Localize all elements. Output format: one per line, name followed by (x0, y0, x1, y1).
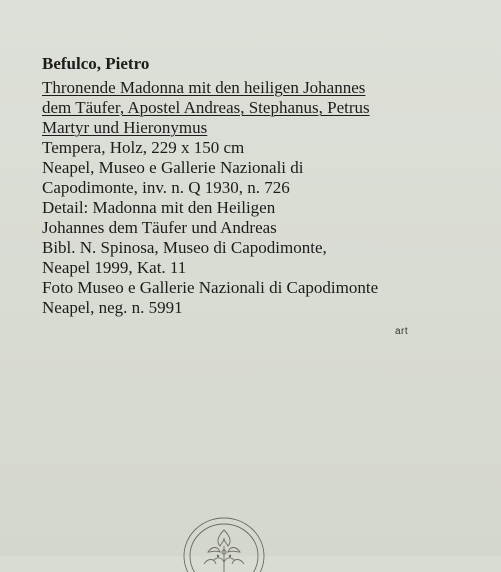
artwork-title-line: dem Täufer, Apostel Andreas, Stephanus, Petrus (42, 98, 370, 117)
caption-block (42, 54, 482, 318)
detail-line: Detail: Madonna mit den Heiligen (42, 198, 276, 217)
photo-credit-line: Foto Museo e Gallerie Nazionali di Capodimonte (42, 278, 379, 297)
detail-line: Johannes dem Täufer und Andreas (42, 218, 277, 237)
photo-credit-line: Neapel, neg. n. 5991 (42, 298, 183, 317)
medium-dimensions: Tempera, Holz, 229 x 150 cm (42, 138, 245, 157)
collection-line: Neapel, Museo e Gallerie Nazionali di (42, 158, 304, 177)
bibliography-line: Bibl. N. Spinosa, Museo di Capodimonte, (42, 238, 327, 257)
inventory-line: Capodimonte, inv. n. Q 1930, n. 726 (42, 178, 290, 197)
artwork-title-line: Thronende Madonna mit den heiligen Johannes (42, 78, 366, 97)
emblem-seal-icon (178, 512, 270, 572)
art-stamp: art (395, 326, 409, 337)
artist-name: Befulco, Pietro (42, 54, 150, 73)
bibliography-line: Neapel 1999, Kat. 11 (42, 258, 187, 277)
artwork-title-line: Martyr und Hieronymus (42, 118, 208, 137)
